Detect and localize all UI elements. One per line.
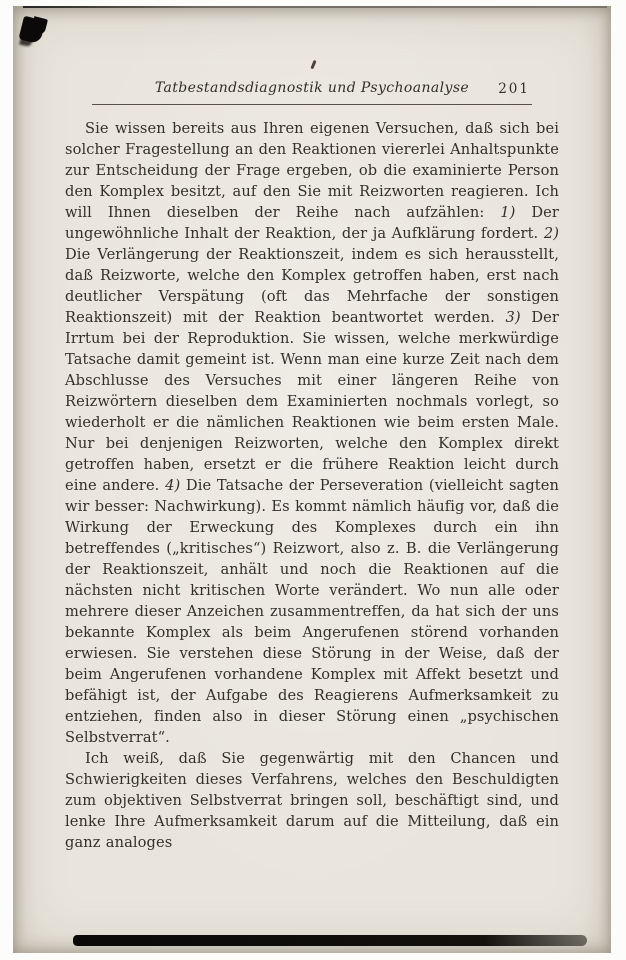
scan-artifact-corner-blotch [18, 16, 45, 45]
printed-content [65, 80, 559, 913]
list-marker-italic: 1) [500, 204, 516, 221]
running-title: Tatbestandsdiagnostik und Psychoanalyse [154, 80, 470, 96]
text-segment: Der ungewöhnliche Inhalt der Reaktion, der ja Aufklärung fordert. [65, 204, 559, 242]
paragraph [65, 748, 559, 853]
list-marker-italic: 4) [165, 477, 181, 494]
page-scan-surface [13, 6, 611, 953]
text-segment: Sie wissen bereits aus Ihren eigenen Versuchen, daß sich bei solcher Fragestellung an den Reaktionen viererlei Anhaltspunkte zur Entscheidung der Frage ergeben, ob die examinierte Person den Komplex besitzt, auf den Sie mit Reizworten reagieren. Ich will Ihnen dieselben der Reihe nach aufzählen: [65, 120, 559, 221]
page-number: 201 [498, 81, 530, 97]
header-rule [92, 104, 532, 105]
scan-artifact-bottom-bar [73, 935, 587, 946]
scan-artifact-top-edge [23, 6, 607, 8]
scan-artifact-stray-mark [310, 60, 316, 69]
running-header [92, 80, 532, 104]
text-segment: Der Irrtum bei der Reproduktion. Sie wissen, welche merkwürdige Tatsache damit gemeint ist. Wenn man eine kurze Zeit nach dem Abschlusse des Versuches mit einer längeren Reihe von Reizwörtern dieselben dem Examinierten nochmals vorlegt, so wiederholt er die nämlichen Reaktionen wie beim ersten Male. Nur bei denjenigen Reizworten, welche den Komplex direkt getroffen haben, ersetzt er die frühere Reaktion leicht durch eine andere. [65, 309, 559, 494]
paragraph [65, 118, 559, 748]
list-marker-italic: 2) [543, 225, 559, 242]
text-segment: Die Verlängerung der Reaktionszeit, indem es sich herausstellt, daß Reizworte, welche den Komplex getroffen haben, erst nach deutlicher Verspätung (oft das Mehrfache der sonstigen Reaktionszeit) mit der Reaktion beantwortet werden. [65, 246, 559, 326]
text-segment: Ich weiß, daß Sie gegenwärtig mit den Chancen und Schwierigkeiten dieses Verfahrens, welches den Beschuldigten zum objektiven Selbstverrat bringen soll, beschäftigt sind, und lenke Ihre Aufmerksamkeit darum auf die Mitteilung, daß ein ganz analoges [65, 750, 559, 851]
list-marker-italic: 3) [505, 309, 521, 326]
text-segment: Die Tatsache der Perseveration (vielleicht sagten wir besser: Nachwirkung). Es kommt nämlich häufig vor, daß die Wirkung der Erweckung des Komplexes durch ein ihn betreffendes („kritisches“) Reizwort, also z. B. die Verlängerung der Reaktionszeit, anhält und noch die Reaktionen auf die nächsten nicht kritischen Worte verändert. Wo nun alle oder mehrere dieser Anzeichen zusammentreffen, da hat sich der uns bekannte Komplex als beim Angerufenen störend vorhanden erwiesen. Sie verstehen diese Störung in der Weise, daß der beim Angerufenen vorhandene Komplex mit Affekt besetzt und befähigt ist, der Aufgabe des Reagierens Aufmerksamkeit zu entziehen, finden also in dieser Störung einen „psychischen Selbstverrat“. [65, 477, 559, 746]
body-text [65, 118, 559, 853]
